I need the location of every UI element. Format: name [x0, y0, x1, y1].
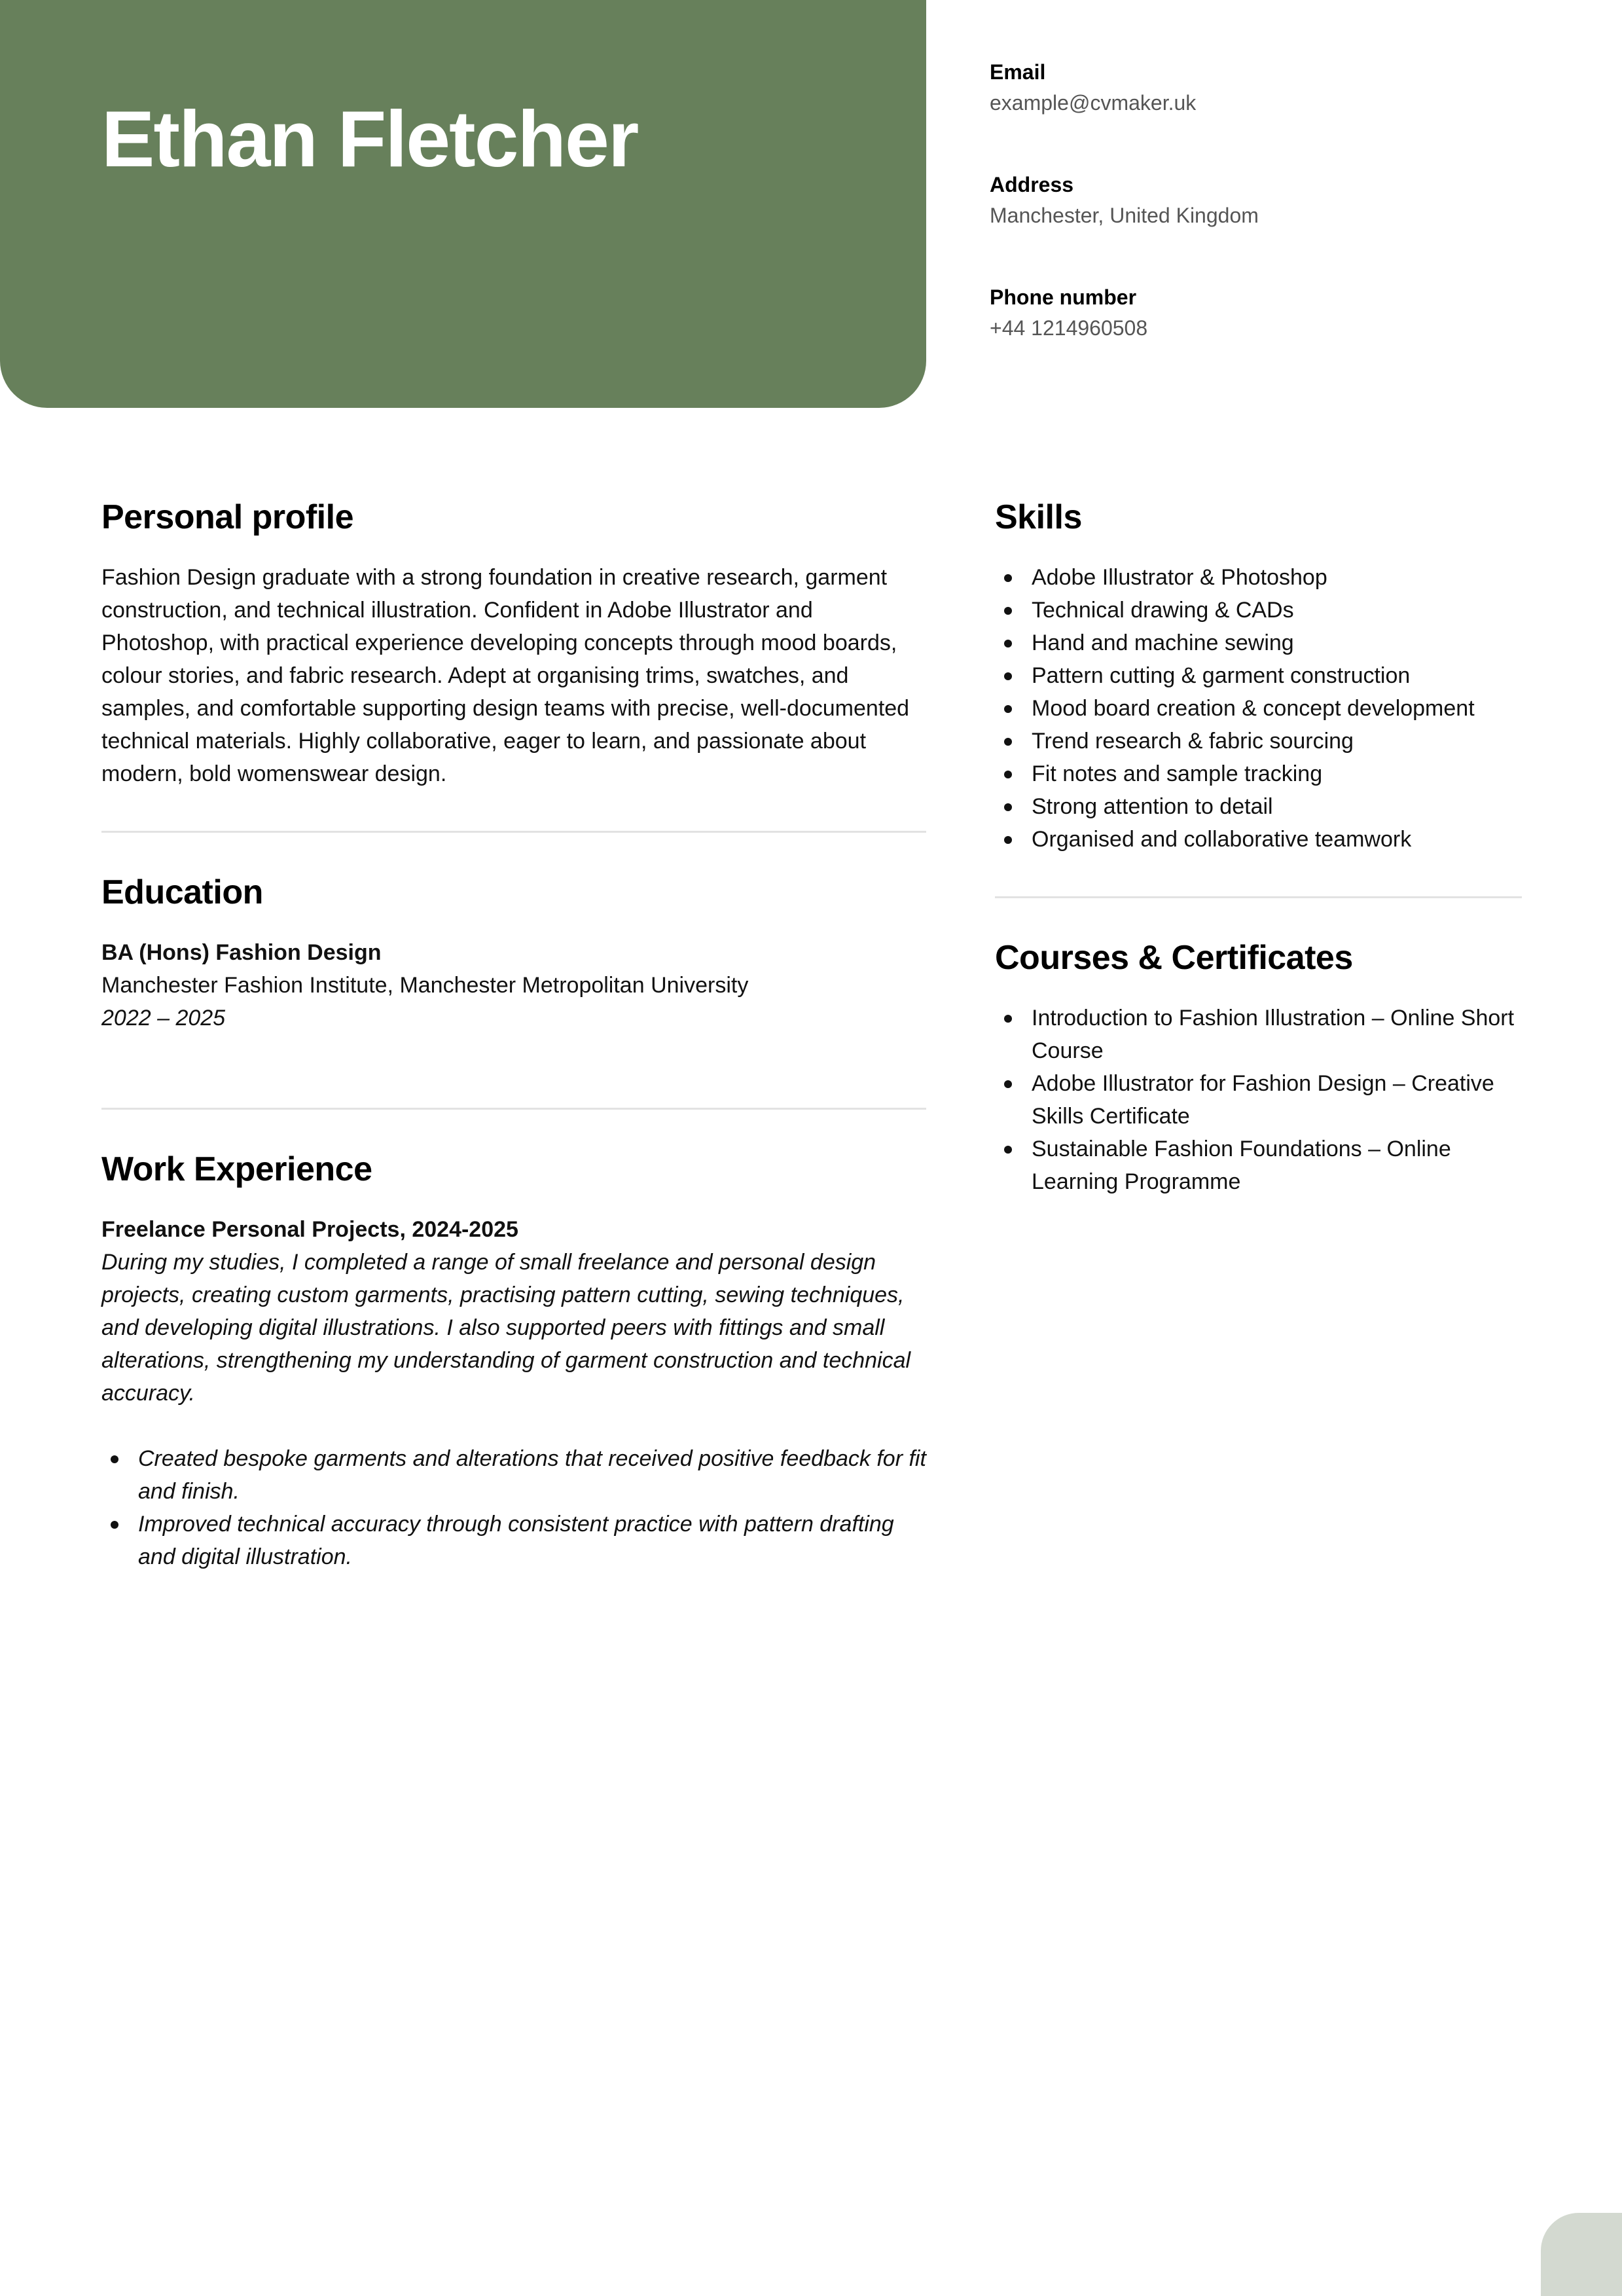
- work-section: [101, 1140, 926, 1573]
- side-column: [995, 488, 1522, 1198]
- job-achievements: [101, 1442, 926, 1573]
- list-item: Sustainable Fashion Foundations – Online Learning Programme: [1032, 1133, 1522, 1198]
- profile-section: [101, 488, 926, 790]
- list-item: Created bespoke garments and alterations that received positive feedback for fit and finish.: [138, 1442, 926, 1508]
- list-item: Organised and collaborative teamwork: [1032, 823, 1522, 856]
- list-item: Adobe Illustrator for Fashion Design – Creative Skills Certificate: [1032, 1067, 1522, 1133]
- list-item: Hand and machine sewing: [1032, 627, 1522, 659]
- contact-details: [990, 58, 1579, 395]
- address-value: Manchester, United Kingdom: [990, 204, 1259, 227]
- section-title: Work Experience: [101, 1150, 372, 1188]
- email-value[interactable]: example@cvmaker.uk: [990, 91, 1197, 115]
- courses-list: [995, 1002, 1522, 1198]
- list-item: Pattern cutting & garment construction: [1032, 659, 1522, 692]
- list-item: Mood board creation & concept development: [1032, 692, 1522, 725]
- list-item: Trend research & fabric sourcing: [1032, 725, 1522, 757]
- corner-decoration: [1541, 2213, 1622, 2296]
- courses-section: [995, 928, 1522, 1198]
- degree-title: BA (Hons) Fashion Design: [101, 940, 382, 965]
- phone-value[interactable]: +44 1214960508: [990, 316, 1148, 340]
- section-title: Courses & Certificates: [995, 939, 1353, 977]
- section-title: Skills: [995, 498, 1082, 536]
- education-dates: 2022 – 2025: [101, 1006, 226, 1030]
- contact-address: [990, 170, 1579, 232]
- section-title: Education: [101, 873, 263, 911]
- job-title: Freelance Personal Projects, 2024-2025: [101, 1217, 518, 1242]
- contact-label: Address: [990, 173, 1074, 196]
- skills-section: [995, 488, 1522, 856]
- contact-email: [990, 58, 1579, 119]
- contact-label: Phone number: [990, 285, 1137, 309]
- education-section: [101, 863, 926, 1034]
- job-description: During my studies, I completed a range of small freelance and personal design projects, creating custom garments, practising pattern cutting, sewing techniques, and developing digital illustrations. I also supported peers with fittings and small alterations, strengthening my understanding of garment construction and technical accuracy.: [101, 1250, 911, 1406]
- candidate-name: Ethan Fletcher: [101, 94, 638, 183]
- contact-label: Email: [990, 60, 1046, 84]
- institution: Manchester Fashion Institute, Manchester Metropolitan University: [101, 973, 749, 998]
- header-banner: [0, 0, 926, 408]
- contact-phone: [990, 283, 1579, 344]
- list-item: Improved technical accuracy through consistent practice with pattern drafting and digital illustration.: [138, 1508, 926, 1573]
- section-title: Personal profile: [101, 498, 353, 536]
- profile-text: Fashion Design graduate with a strong foundation in creative research, garment construction, and technical illustration. Confident in Adobe Illustrator and Photoshop, with practical experience developing concepts through mood boards, colour stories, and fabric research. Adept at organising trims, swatches, and samples, and comfortable supporting design teams with precise, well-documented technical materials. Highly collaborative, eager to learn, and passionate about modern, bold womenswear design.: [101, 565, 910, 786]
- main-column: [101, 488, 926, 1573]
- list-item: Technical drawing & CADs: [1032, 594, 1522, 627]
- skills-list: [995, 561, 1522, 856]
- list-item: Adobe Illustrator & Photoshop: [1032, 561, 1522, 594]
- list-item: Strong attention to detail: [1032, 790, 1522, 823]
- list-item: Introduction to Fashion Illustration – Online Short Course: [1032, 1002, 1522, 1067]
- list-item: Fit notes and sample tracking: [1032, 757, 1522, 790]
